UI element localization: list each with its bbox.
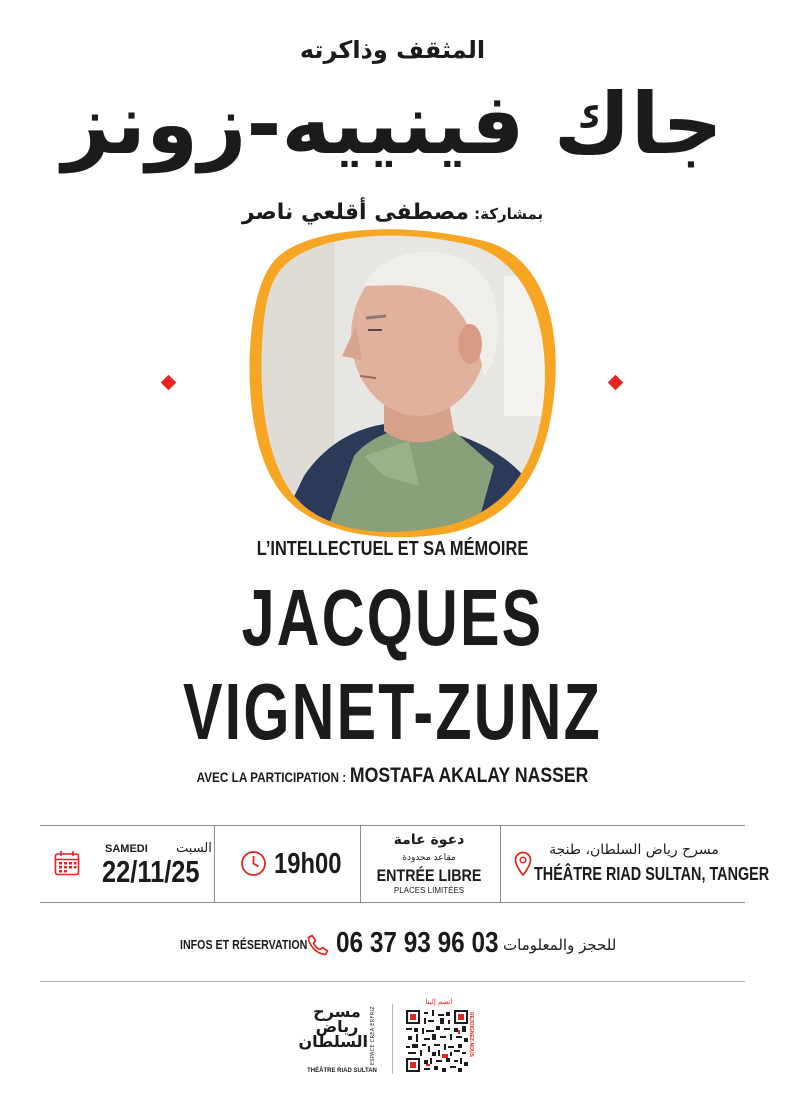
arabic-title: جاك فينييه-زونز — [62, 75, 723, 173]
footer-vertical-divider — [392, 1004, 393, 1074]
venue-arabic: مسرح رياض السلطان، طنجة — [549, 842, 719, 858]
right-diamond-ornament — [608, 375, 624, 391]
entry-arabic-note: مقاعد محدودة — [402, 853, 456, 863]
divider — [214, 826, 215, 902]
french-participation-name: MOSTAFA AKALAY NASSER — [349, 764, 589, 787]
left-diamond-ornament — [161, 375, 177, 391]
venue-french: THÉÂTRE RIAD SULTAN, TANGER — [534, 864, 770, 884]
contact-label-arabic: للحجز والمعلومات — [503, 936, 617, 954]
entry-arabic: دعوة عامة — [393, 832, 465, 848]
event-info-bar — [40, 825, 770, 903]
phone-icon — [306, 933, 330, 957]
phone-number[interactable]: 06 37 93 96 03 — [336, 927, 499, 959]
entry-french-note: PLACES LIMITÉES — [393, 886, 465, 895]
contact-label-french: INFOS ET RÉSERVATION — [180, 937, 308, 952]
logo-french: THÉÂTRE RIAD SULTAN — [307, 1068, 377, 1074]
qr-block[interactable] — [404, 998, 484, 1078]
arabic-subtitle: المثقف وذاكرته — [299, 36, 486, 64]
entry-cell — [362, 826, 496, 902]
clock-icon — [240, 850, 267, 877]
french-participation — [63, 764, 722, 788]
arabic-participation-name: مصطفى أقلعي ناصر — [241, 200, 470, 225]
logo-arabic: مسرح رياض السلطان — [298, 1002, 368, 1052]
calendar-icon — [54, 850, 80, 876]
portrait-illustration — [244, 226, 556, 538]
theatre-logo — [298, 1002, 382, 1082]
french-subtitle: L’INTELLECTUEL ET SA MÉMOIRE — [256, 538, 529, 560]
french-title-line1: JACQUES — [241, 573, 544, 662]
contact-row — [0, 925, 785, 965]
arabic-participation — [0, 200, 785, 225]
venue-cell — [502, 826, 770, 902]
divider — [500, 826, 501, 902]
location-pin-icon — [514, 851, 532, 877]
logo-side-text: ESPACE CREA ERFRIZ — [370, 1006, 376, 1066]
portrait-photo — [244, 226, 556, 538]
day-arabic: السبت — [176, 841, 212, 856]
footer-divider — [40, 981, 745, 982]
french-participation-label: AVEC LA PARTICIPATION : — [196, 769, 347, 785]
event-date: 22/11/25 — [102, 854, 200, 889]
arabic-participation-label: بمشاركة: — [474, 205, 544, 223]
french-title-line2: VIGNET-ZUNZ — [182, 667, 603, 756]
date-cell — [52, 826, 212, 902]
qr-side-label: REJOIGNEZ-NOUS — [468, 1012, 474, 1058]
time-cell — [218, 826, 360, 902]
event-time: 19h00 — [274, 848, 342, 880]
qr-code-icon[interactable] — [406, 1010, 468, 1072]
qr-top-label: انضم إلينا — [425, 998, 453, 1006]
entry-french: ENTRÉE LIBRE — [376, 866, 482, 885]
day-french: SAMEDI — [105, 843, 148, 855]
divider — [360, 826, 361, 902]
